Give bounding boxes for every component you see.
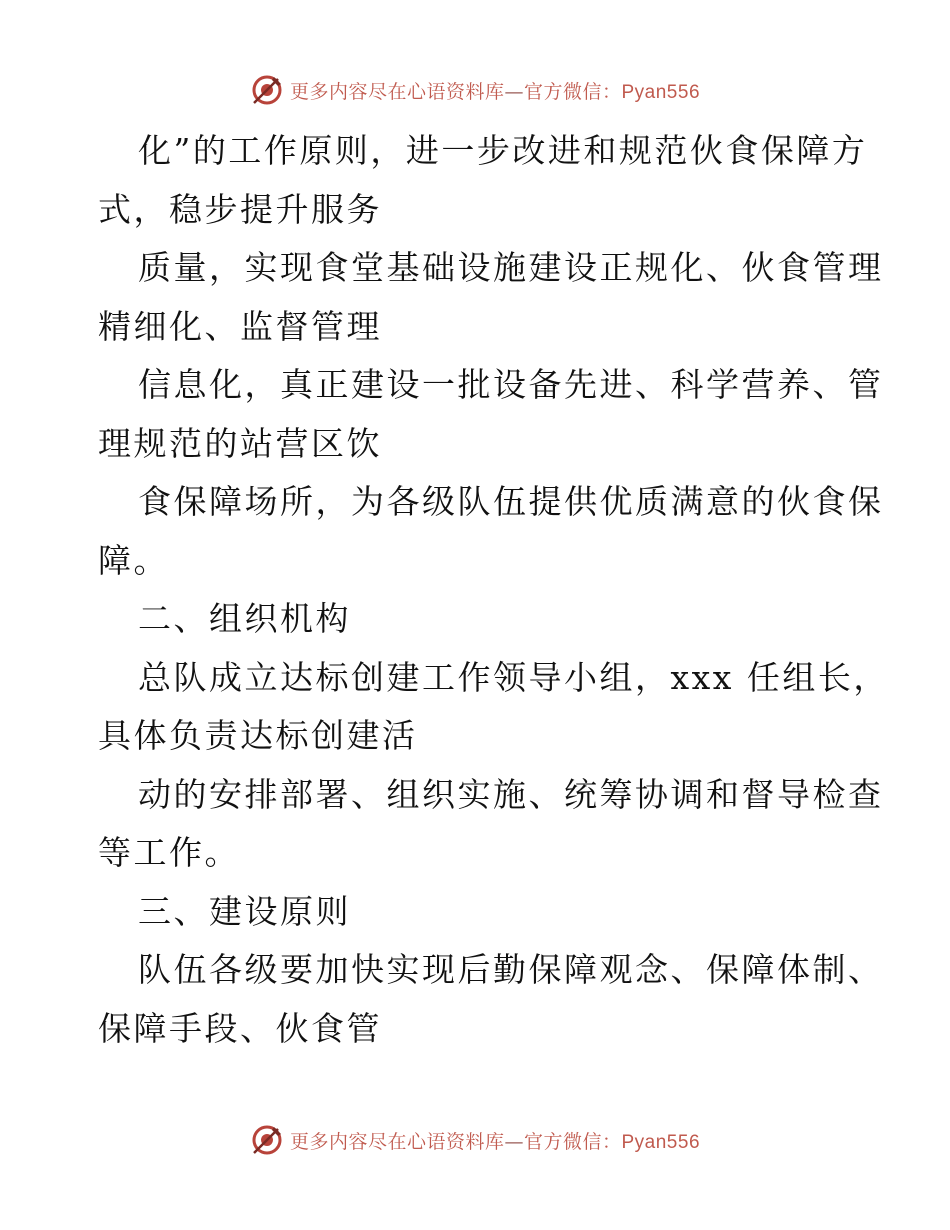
banner-separator: — [504,80,524,103]
section-heading: 三、建设原则 [138,891,351,931]
banner-title: 更多内容尽在心语资料库 [289,80,505,103]
text-line: 式，稳步提升服务 [98,189,382,229]
text-line: 动的安排部署、组织实施、统筹协调和督导检查 [138,774,884,814]
text-line: 理规范的站营区饮 [98,423,382,463]
pen-logo-icon [250,1123,284,1157]
banner-wechat-id: Pyan556 [621,81,701,103]
header-banner [0,70,950,110]
text-line: 总队成立达标创建工作领导小组，xxx 任组长， [138,657,889,697]
pen-logo-icon [250,73,284,107]
footer-banner [0,1120,950,1160]
banner-title: 更多内容尽在心语资料库 [289,1130,505,1153]
text-line: 障。 [98,540,169,580]
banner-wechat-label: 官方微信： [523,80,622,103]
text-line: 信息化，真正建设一批设备先进、科学营养、管 [138,365,884,404]
section-heading: 二、组织机构 [138,599,351,638]
banner-wechat-label: 官方微信： [523,1130,622,1153]
banner-text [290,77,700,104]
text-line: 化”的工作原则，进一步改进和规范伙食保障方 [138,131,868,170]
text-line: 队伍各级要加快实现后勤保障观念、保障体制、 [138,950,884,989]
text-line: 具体负责达标创建活 [98,716,418,755]
text-line: 等工作。 [98,833,240,872]
text-line: 精细化、监督管理 [98,306,382,346]
banner-text [290,1127,700,1154]
document-body [98,122,889,1058]
banner-wechat-id: Pyan556 [621,1131,701,1153]
text-line: 保障手段、伙食管 [98,1008,382,1048]
text-line: 质量，实现食堂基础设施建设正规化、伙食管理 [138,248,884,287]
banner-separator: — [504,1130,524,1153]
text-line: 食保障场所，为各级队伍提供优质满意的伙食保 [138,482,884,521]
